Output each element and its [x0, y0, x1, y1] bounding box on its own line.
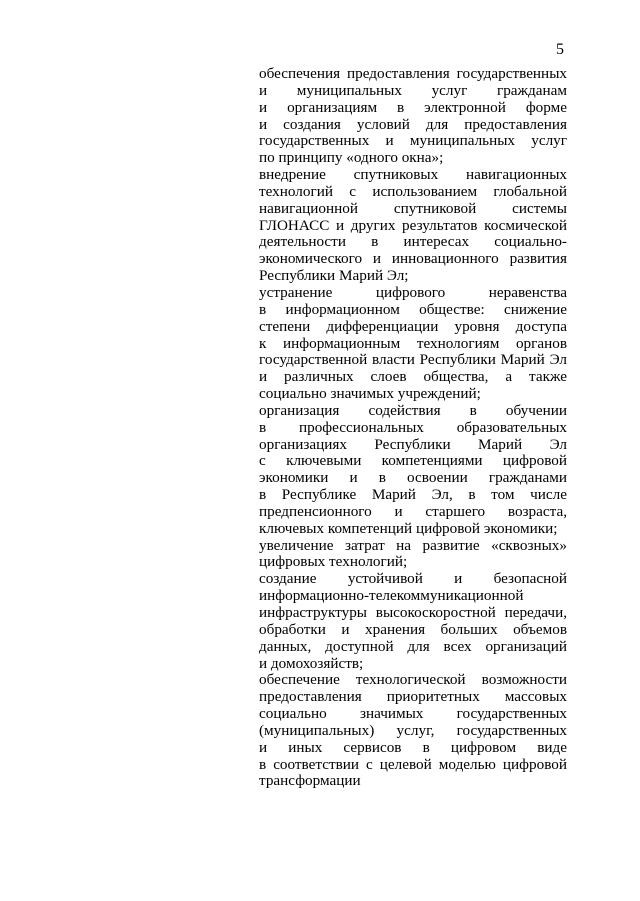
text-line: государственной власти Республики Марий Эл: [259, 351, 567, 369]
text-line: устранение цифрового неравенства: [259, 283, 567, 301]
text-line: обработки и хранения больших объемов: [259, 620, 567, 638]
text-line: в профессиональных образовательных: [259, 418, 567, 436]
paragraph: [259, 403, 567, 538]
text-line: данных, доступной для всех организаций: [259, 637, 567, 655]
paragraph: [259, 672, 567, 790]
text-line: обеспечения предоставления государственных: [259, 65, 567, 82]
text-line: в соответствии с целевой моделью цифровой: [259, 755, 567, 773]
text-line: к информационным технологиям органов: [259, 334, 567, 352]
paragraph: [259, 285, 567, 403]
text-line: трансформации: [259, 772, 361, 790]
text-line: экономики и в освоении гражданами: [259, 469, 567, 487]
body-text: [259, 66, 567, 790]
paragraph: [259, 571, 567, 672]
text-line: Республики Марий Эл;: [259, 267, 409, 285]
text-line: навигационной спутниковой системы: [259, 199, 567, 217]
paragraph: [259, 66, 567, 167]
text-line: и организациям в электронной форме: [259, 98, 567, 116]
text-line: и муниципальных услуг гражданам: [259, 81, 567, 99]
text-line: социально значимых учреждений;: [259, 385, 481, 403]
paragraph: [259, 167, 567, 285]
text-line: и иных сервисов в цифровом виде: [259, 738, 567, 756]
paragraph: [259, 538, 567, 572]
text-line: степени дифференциации уровня доступа: [259, 317, 567, 335]
text-line: обеспечение технологической возможности: [259, 671, 567, 689]
text-line: организация содействия в обучении: [259, 401, 567, 419]
text-line: с ключевыми компетенциями цифровой: [259, 452, 567, 470]
text-line: увеличение затрат на развитие «сквозных»: [259, 536, 567, 554]
text-line: социально значимых государственных: [259, 705, 567, 723]
text-line: и создания условий для предоставления: [259, 115, 567, 133]
text-line: технологий с использованием глобальной: [259, 182, 567, 200]
text-line: в Республике Марий Эл, в том числе: [259, 486, 567, 504]
text-line: внедрение спутниковых навигационных: [259, 166, 567, 184]
text-line: организациях Республики Марий Эл: [259, 435, 567, 453]
text-line: экономического и инновационного развития: [259, 250, 567, 268]
text-line: (муниципальных) услуг, государственных: [259, 721, 567, 739]
text-line: предоставления приоритетных массовых: [259, 688, 567, 706]
text-line: государственных и муниципальных услуг: [259, 132, 567, 150]
text-line: и домохозяйств;: [259, 654, 364, 672]
text-line: ключевых компетенций цифровой экономики;: [259, 519, 558, 537]
text-line: предпенсионного и старшего возраста,: [259, 502, 567, 520]
text-line: ГЛОНАСС и других результатов космической: [259, 216, 567, 234]
text-line: по принципу «одного окна»;: [259, 149, 444, 167]
page-number: 5: [556, 41, 564, 58]
text-line: создание устойчивой и безопасной: [259, 570, 567, 588]
text-line: цифровых технологий;: [259, 553, 408, 571]
text-line: инфраструктуры высокоскоростной передачи,: [259, 604, 567, 621]
text-line: в информационном обществе: снижение: [259, 300, 567, 318]
text-line: деятельности в интересах социально-: [259, 233, 567, 251]
text-line: информационно-телекоммуникационной: [259, 587, 524, 605]
text-line: и различных слоев общества, а также: [259, 368, 567, 386]
